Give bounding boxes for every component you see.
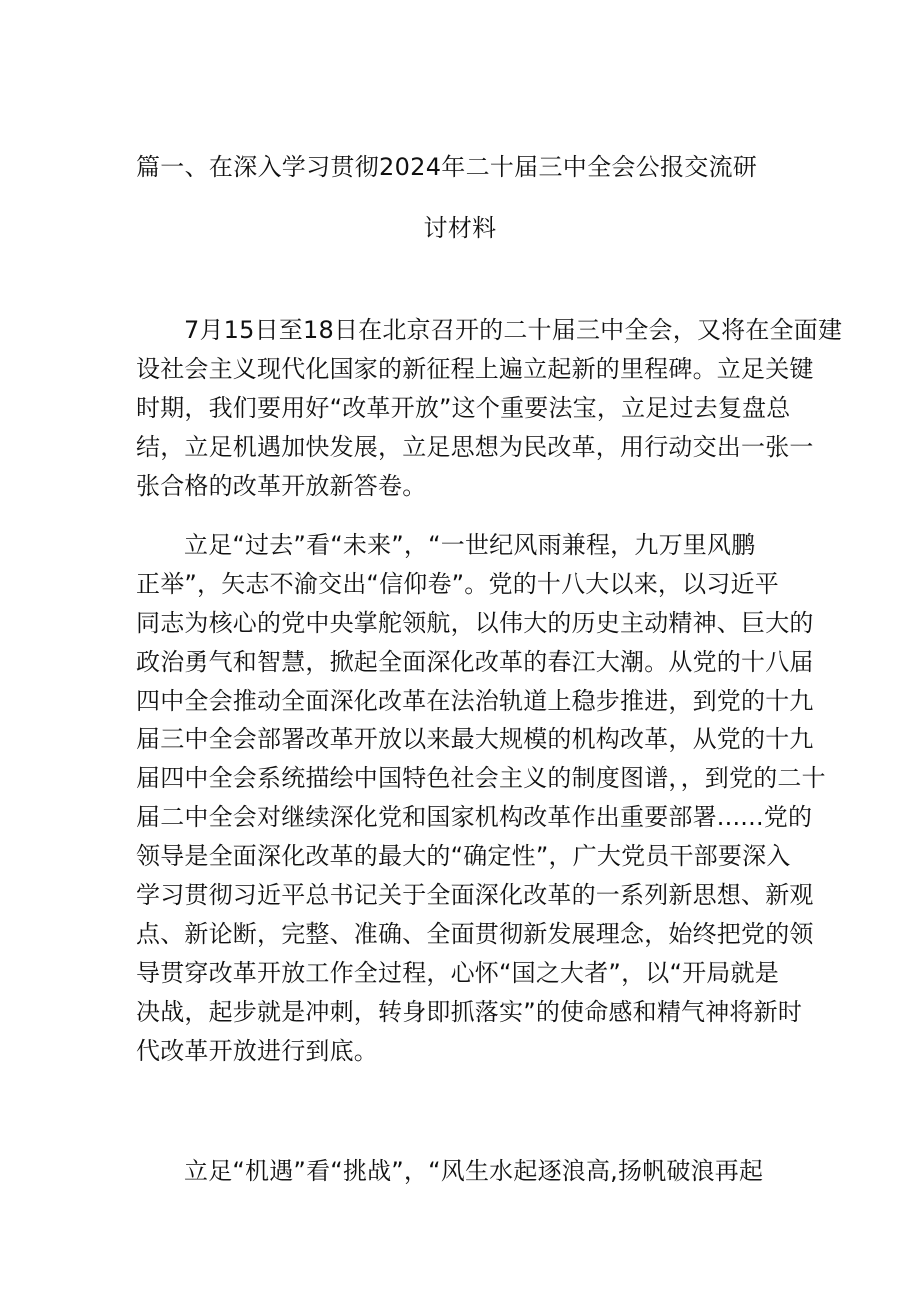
paragraph-line: 结，立足机遇加快发展，立足思想为民改革，用行动交出一张一 xyxy=(136,432,814,461)
paragraph-line: 四中全会推动全面深化改革在法治轨道上稳步推进，到党的十九 xyxy=(136,686,814,715)
paragraph-line: 代改革开放进行到底。 xyxy=(136,1036,378,1065)
document-title-line-2: 讨材料 xyxy=(423,214,497,242)
paragraph-line: 张合格的改革开放新答卷。 xyxy=(136,471,427,500)
paragraph-line: 政治勇气和智慧，掀起全面深化改革的春江大潮。从党的十八届 xyxy=(136,647,814,676)
paragraph-3 xyxy=(136,1152,796,1191)
paragraph-line: 学习贯彻习近平总书记关于全面深化改革的一系列新思想、新观 xyxy=(136,881,814,910)
paragraph-line: 7月15日至18日在北京召开的二十届三中全会，又将在全面建 xyxy=(184,316,843,344)
paragraph-2 xyxy=(136,526,826,1070)
paragraph-line: 领导是全面深化改革的最大的“确定性”，广大党员干部要深入 xyxy=(136,842,791,871)
paragraph-line: 正举”，矢志不渝交出“信仰卷”。党的十八大以来，以习近平 xyxy=(136,569,779,598)
paragraph-line: 立足“机遇”看“挑战”，“风生水起逐浪高,扬帆破浪再起 xyxy=(184,1157,764,1185)
paragraph-line: 决战，起步就是冲刺，转身即抓落实”的使命感和精气神将新时 xyxy=(136,997,803,1026)
paragraph-line: 导贯穿改革开放工作全过程，心怀“国之大者”，以“开局就是 xyxy=(136,958,779,987)
document-title-line-1: 篇一、在深入学习贯彻2024年二十届三中全会公报交流研 xyxy=(136,153,758,181)
paragraph-line: 届四中全会系统描绘中国特色社会主义的制度图谱，，到党的二十 xyxy=(136,764,826,793)
paragraph-line: 立足“过去”看“未来”，“一世纪风雨兼程，九万里风鹏 xyxy=(184,531,756,559)
paragraph-line: 设社会主义现代化国家的新征程上遍立起新的里程碑。立足关键 xyxy=(136,354,814,383)
paragraph-line: 同志为核心的党中央掌舵领航，以伟大的历史主动精神、巨大的 xyxy=(136,608,814,637)
paragraph-line: 届三中全会部署改革开放以来最大规模的机构改革，从党的十九 xyxy=(136,725,814,754)
paragraph-line: 时期，我们要用好“改革开放”这个重要法宝，立足过去复盘总 xyxy=(136,393,791,422)
paragraph-line: 点、新论断，完整、准确、全面贯彻新发展理念，始终把党的领 xyxy=(136,919,814,948)
paragraph-1 xyxy=(136,311,843,505)
paragraph-line: 届二中全会对继续深化党和国家机构改革作出重要部署......党的 xyxy=(136,803,813,832)
